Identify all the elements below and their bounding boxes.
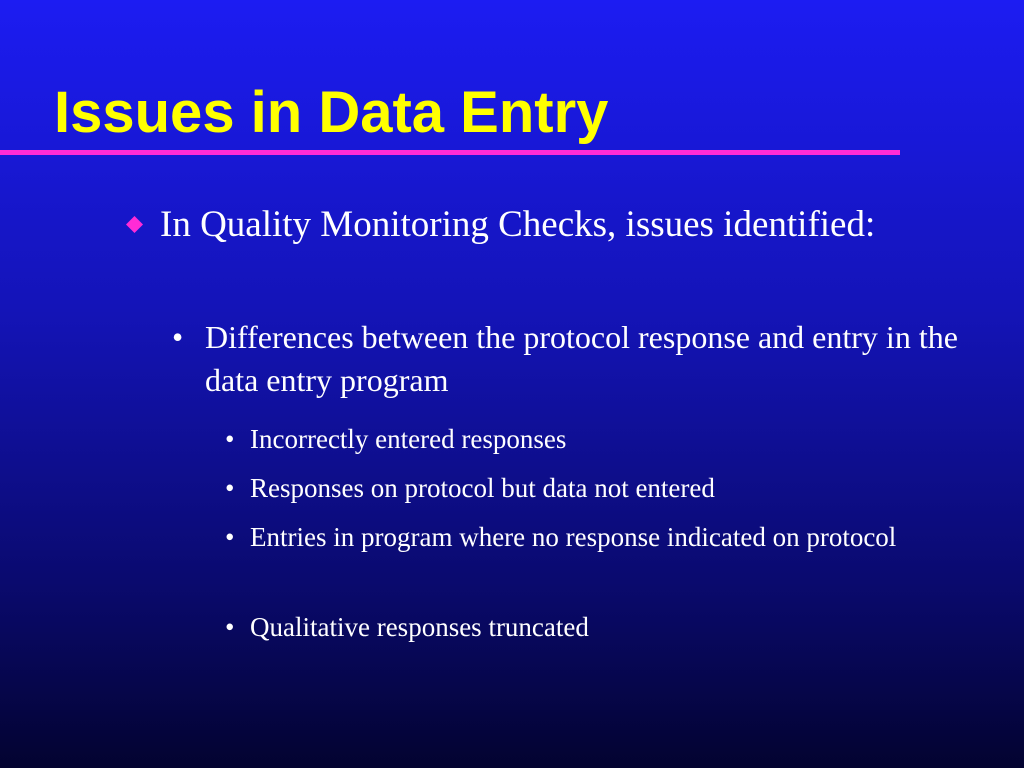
bullet-level1-text: In Quality Monitoring Checks, issues identified: bbox=[160, 204, 876, 245]
slide-title: Issues in Data Entry bbox=[54, 80, 609, 145]
bullet-dot-icon: • bbox=[225, 424, 235, 454]
bullet-dot-icon: • bbox=[172, 319, 184, 355]
bullet-level2-text: Differences between the protocol response and entry in the data entry program bbox=[205, 319, 958, 398]
bullet-dot-icon: • bbox=[225, 522, 235, 552]
bullet-level3-item: Responses on protocol but data not entered bbox=[250, 473, 715, 503]
bullet-level3-item: Incorrectly entered responses bbox=[250, 424, 567, 454]
bullet-level3-item: Entries in program where no response indicated on protocol bbox=[250, 522, 897, 552]
diamond-bullet-icon bbox=[126, 216, 143, 233]
bullet-dot-icon: • bbox=[225, 612, 235, 642]
bullet-dot-icon: • bbox=[225, 473, 235, 503]
bullet-level3-item: Qualitative responses truncated bbox=[250, 612, 589, 642]
